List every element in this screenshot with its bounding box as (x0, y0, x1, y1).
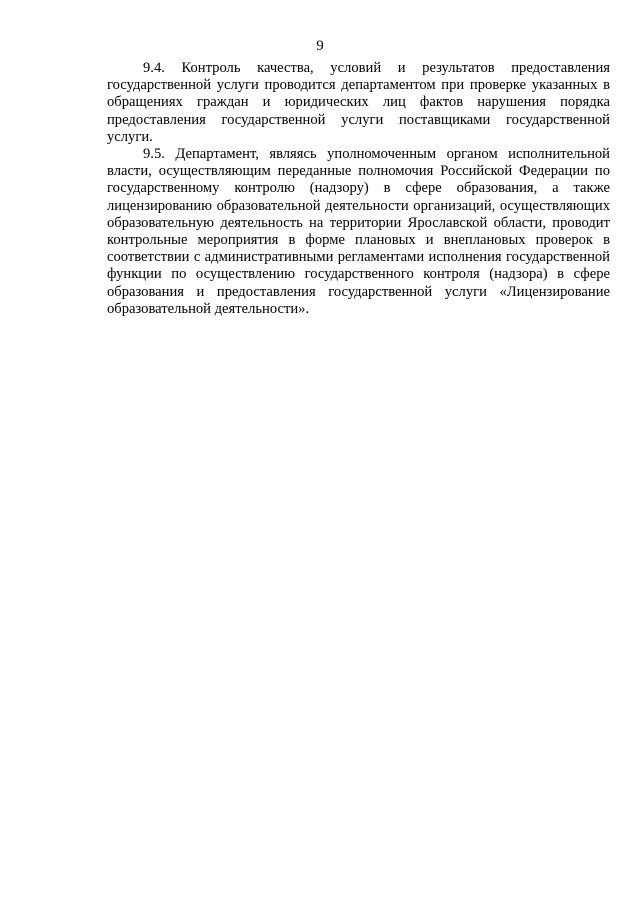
paragraph-9-5: 9.5. Департамент, являясь уполномоченным органом исполнительной власти, осуществляющим переданные полномочия Российской Федерации по государственному контролю (надзору) в сфере образования, а также лицензированию образовательной деятельности организаций, осуществляющих образовательную деятельность на территории Ярославской области, проводит контрольные мероприятия в форме плановых и внеплановых проверок в соответствии с административными регламентами исполнения государственной функции по осуществлению государственного контроля (надзора) в сфере образования и предоставления государственной услуги «Лицензирование образовательной деятельности». (107, 146, 610, 317)
page-number: 9 (316, 38, 324, 54)
document-body (107, 60, 610, 318)
paragraph-9-4: 9.4. Контроль качества, условий и результатов предоставления государственной услуги проводится департаментом при проверке указанных в обращениях граждан и юридических лиц фактов нарушения порядка предоставления государственной услуги поставщиками государственной услуги. (107, 60, 610, 145)
